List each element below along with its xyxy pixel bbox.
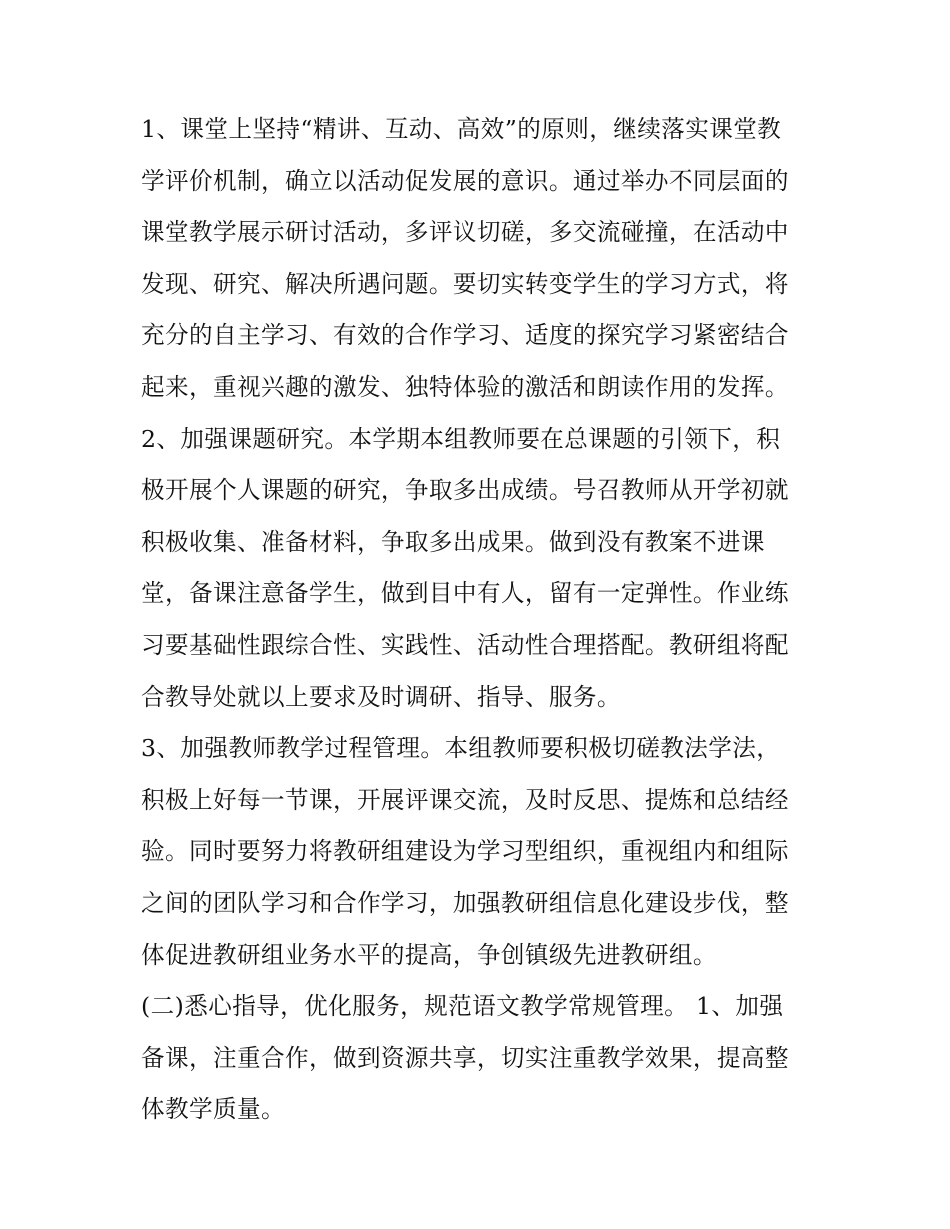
text-line-8: 极开展个人课题的研究，争取多出成绩。号召教师从开学初就 xyxy=(141,476,789,505)
text-line-3: 课堂教学展示研讨活动，多评议切磋，多交流碰撞，在活动中 xyxy=(141,218,789,247)
text-line-1: 1、课堂上坚持“精讲、互动、高效”的原则，继续落实课堂教 xyxy=(141,115,782,143)
text-line-2: 学评价机制，确立以活动促发展的意识。通过举办不同层面的 xyxy=(141,166,789,195)
text-line-9: 积极收集、准备材料，争取多出成果。做到没有教案不进课 xyxy=(141,527,765,556)
text-line-7: 2、加强课题研究。本学期本组教师要在总课题的引领下，积 xyxy=(141,424,781,453)
text-line-15: 验。同时要努力将教研组建设为学习型组织，重视组内和组际 xyxy=(141,837,789,866)
text-line-14: 积极上好每一节课，开展评课交流，及时反思、提炼和总结经 xyxy=(141,785,789,814)
document-body xyxy=(141,104,813,1136)
text-line-17: 体促进教研组业务水平的提高，争创镇级先进教研组。 xyxy=(141,940,717,969)
text-line-16: 之间的团队学习和合作学习，加强教研组信息化建设步伐，整 xyxy=(141,888,789,917)
text-line-20: 体教学质量。 xyxy=(141,1095,285,1124)
text-line-11: 习要基础性跟综合性、实践性、活动性合理搭配。教研组将配 xyxy=(141,630,789,659)
text-line-6: 起来，重视兴趣的激发、独特体验的激活和朗读作用的发挥。 xyxy=(141,372,789,401)
text-line-13: 3、加强教师教学过程管理。本组教师要积极切磋教法学法， xyxy=(141,734,781,763)
text-line-10: 堂，备课注意备学生，做到目中有人，留有一定弹性。作业练 xyxy=(141,579,789,608)
text-line-18: (二)悉心指导，优化服务，规范语文教学常规管理。 1、加强 xyxy=(141,992,784,1021)
text-line-19: 备课，注重合作，做到资源共享，切实注重教学效果，提高整 xyxy=(141,1043,789,1072)
text-line-5: 充分的自主学习、有效的合作学习、适度的探究学习紧密结合 xyxy=(141,321,789,350)
text-line-4: 发现、研究、解决所遇问题。要切实转变学生的学习方式，将 xyxy=(141,269,789,298)
text-line-12: 合教导处就以上要求及时调研、指导、服务。 xyxy=(141,682,621,711)
